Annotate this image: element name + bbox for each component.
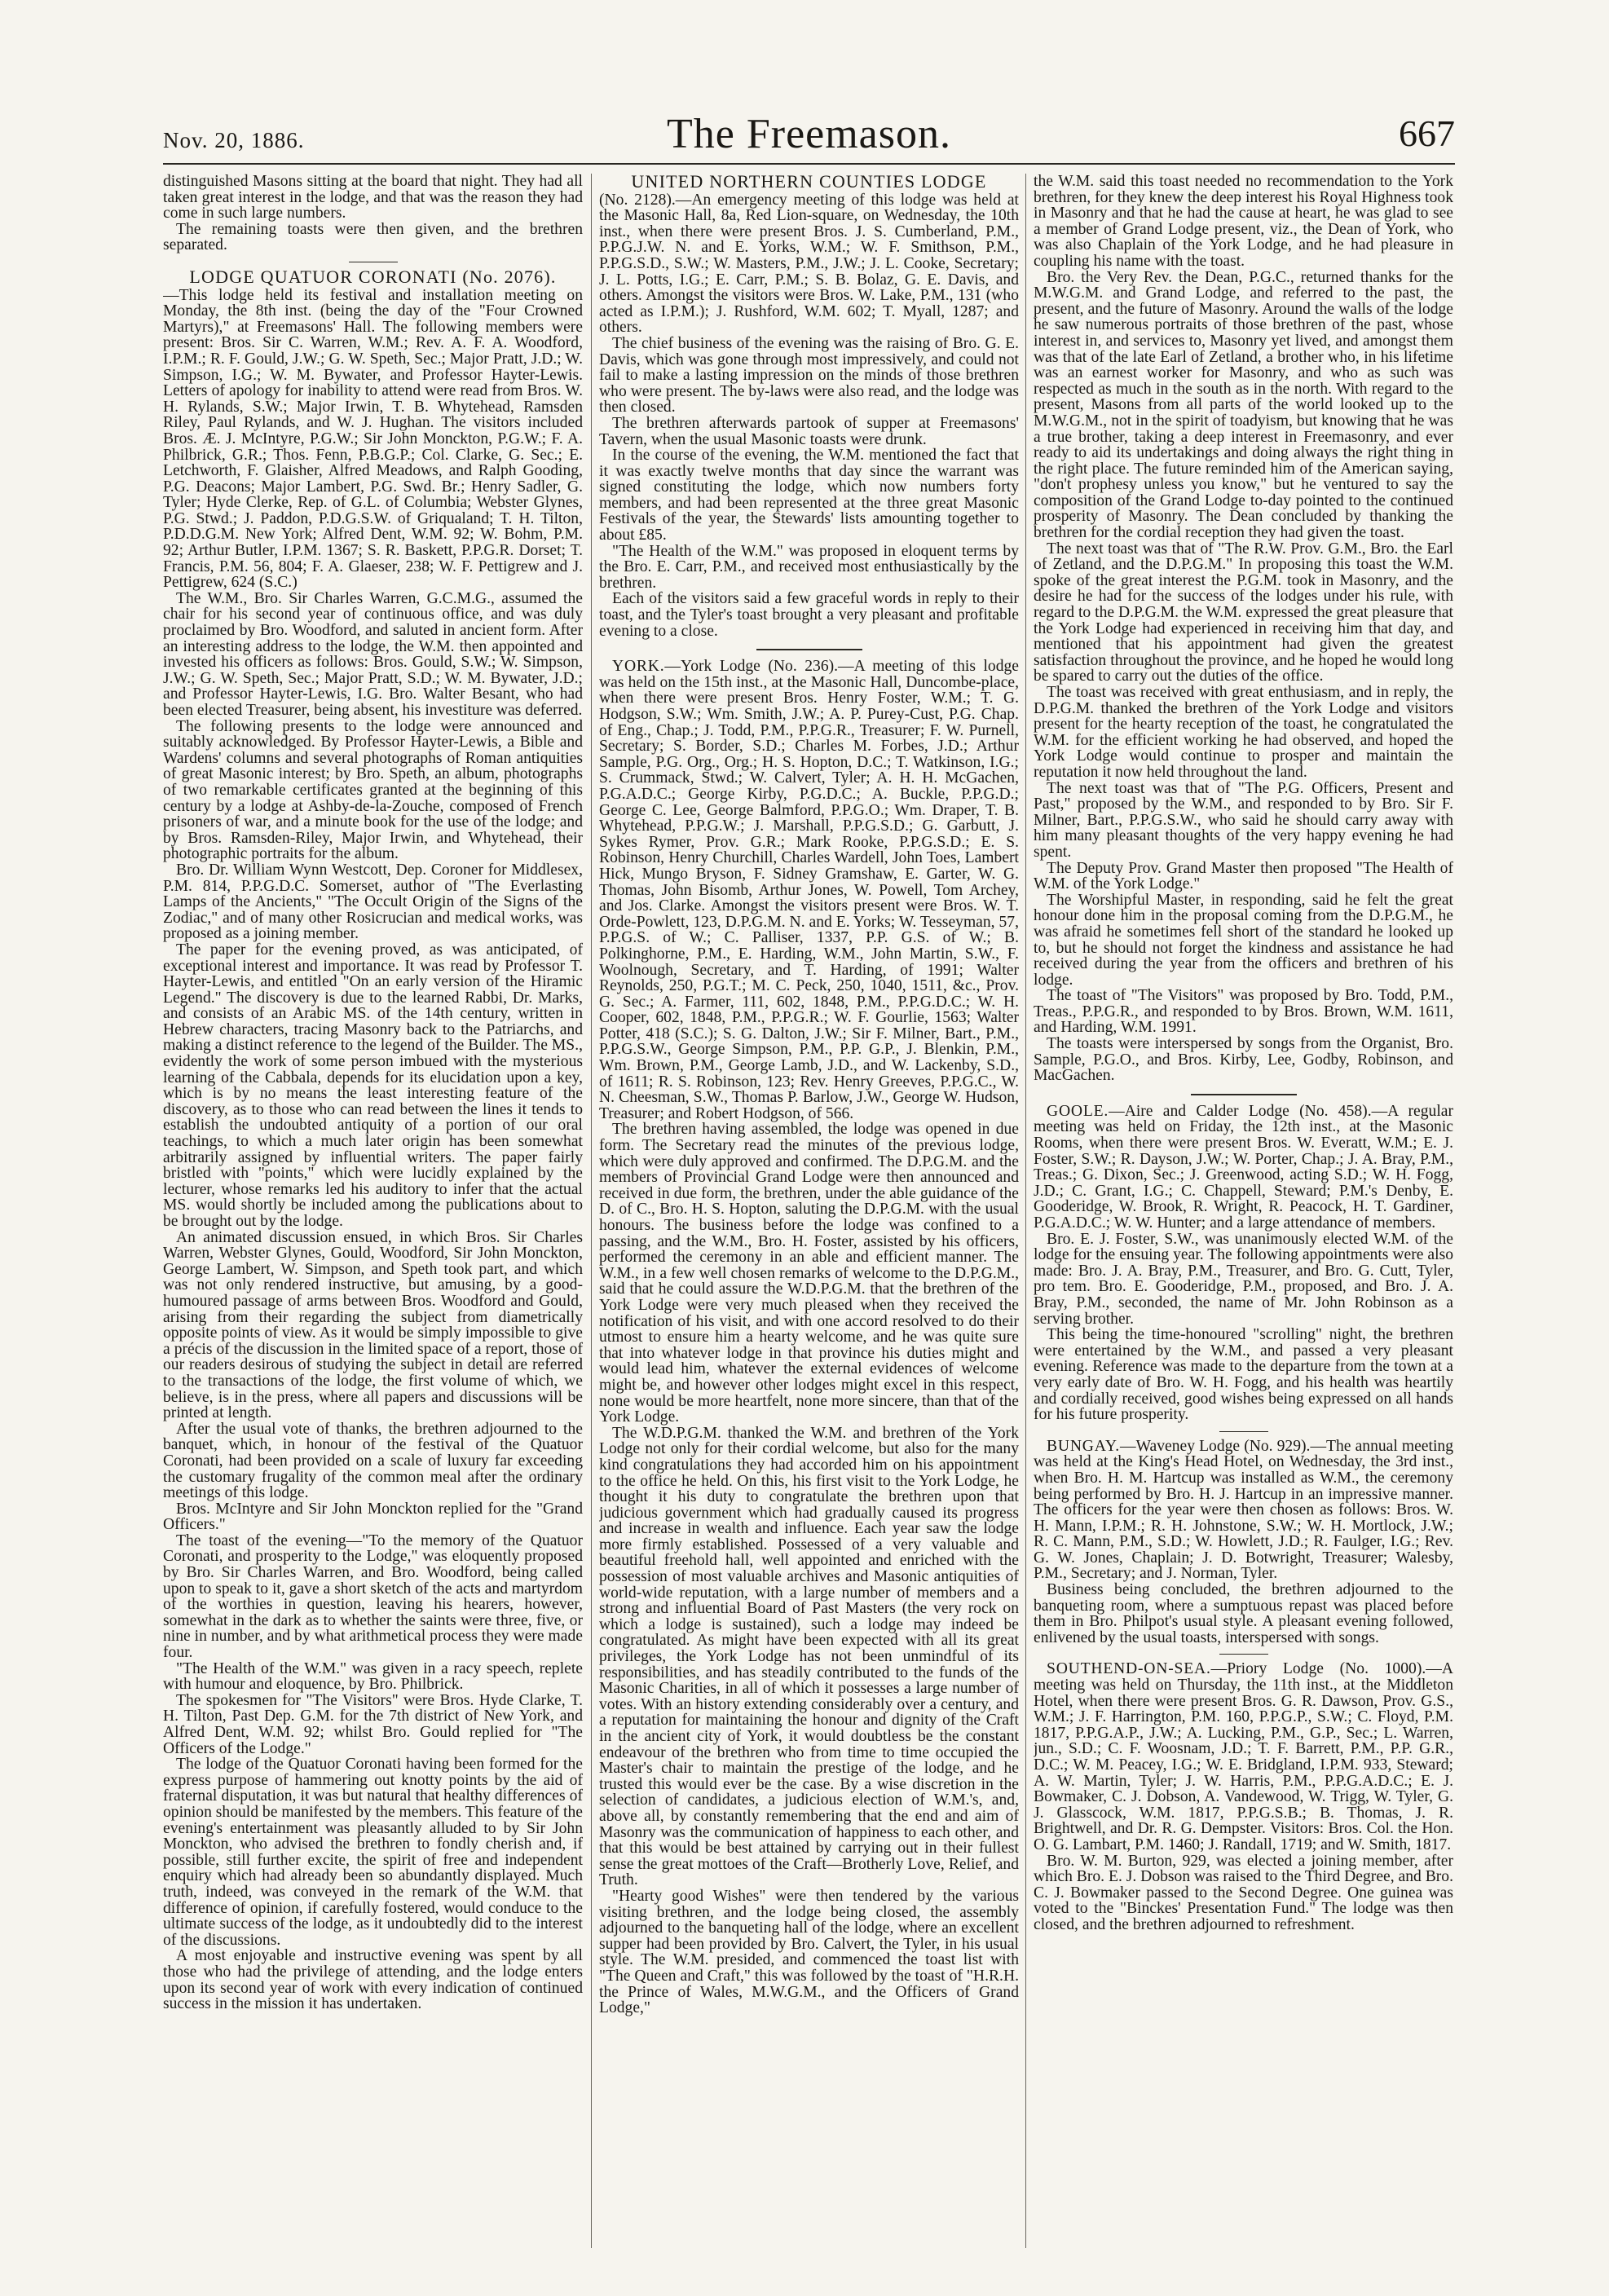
article-lead-bungay: BUNGAY. [1047,1437,1120,1455]
paragraph: —York Lodge (No. 236).—A meeting of this lodge was held on the 15th inst., at the Masonic Hall, Duncombe-place, when there were present Bros. Henry Foster, W.M.; T. G. Hodgson, S.W.; Wm. Smith, J.W.; A. P. Purey-Cust, P.G. Chap. of Eng., Chap.; J. Todd, P.M., P.P.G.R., Treasurer; F. W. Purnell, Secretary; S. Border, S.D.; Charles M. Forbes, J.D.; Arthur Sample, P.G. Org., Org.; H. S. Hopton, D.C.; T. Watkinson, I.G.; S. Crummack, Stwd.; W. Calvert, Tyler; A. H. H. McGachen, P.G.A.D.C.; George Kirby, P.G.D.C.; A. Buckle, P.P.G.D.; George C. Lee, George Balmford, P.P.G.O.; Wm. Draper, T. B. Whytehead, P.P.G.W.; J. Marshall, P.P.G.S.D.; G. Garbutt, J. Sykes Rymer, Prov. G.R.; Mark Rooke, P.P.G.S.D.; E. S. Robinson, Henry Churchill, Charles Wardell, John Toes, Lambert Hick, Mungo Bryson, F. Sidney Gramshaw, E. Garter, W. G. Thomas, John Bisomb, Arthur Jones, W. Powell, Tom Archey, and Jos. Clarke. Amongst the visitors present were Bros. W. T. Orde-Powlett, 123, D.P.G.M. N. and E. Yorks; W. Tesseyman, 57, P.P.G.S. of W.; C. Palliser, 1337, P.P. G.S. of W.; B. Polkinghorne, P.M., E. Harding, W.M., John Martin, S.W., F. Woolnough, Secretary, and T. Harding, of 1991; Walter Reynolds, 250, P.G.T.; M. C. Peck, 250, 1040, 1511, &c., Prov. G. Sec.; A. Farmer, 111, 602, 1848, P.M., P.P.G.D.C.; W. H. Cooper, 602, 1848, P.M., P.P.G.R.; W. F. Gourlie, 1563; Walter Potter, 418 (S.C.); S. G. Dalton, J.W.; Sir F. Milner, Bart., P.M., P.P.G.S.W., George Simpson, P.M., P.P. G.P., J. Blenkin, P.M., Wm. Brown, P.M., George Lamb, J.D., and W. Lackenby, S.D., of 1611; R. S. Robinson, 123; Rev. Henry Greeves, P.P.G.C., W. N. Cheesman, S.W., Thomas P. Barlow, J.W., George W. Hudson, Treasurer; and Robert Hodgson, of 566. [599,658,1019,1122]
paragraph: The lodge of the Quatuor Coronati having been formed for the express purpose of hammering out knotty points by the aid of fraternal disputation, it was but natural that healthy differences of opinion should be manifested by the members. This feature of the evening's entertainment was pleasantly alluded to by Sir John Monckton, who advised the brethren to fondly cherish and, if possible, still further excite, the spirit of free and independent enquiry which had already been so abundantly displayed. Much truth, indeed, was conveyed in the remark of the W.M. that difference of opinion, if carefully fostered, would conduce to the ultimate success of the lodge, as it undoubtedly did to the interest of the discussions. [163,1756,583,1949]
paragraph: Bro. the Very Rev. the Dean, P.G.C., returned thanks for the M.W.G.M. and Grand Lodge, and referred to the past, the present, and the future of Masonry. Around the walls of the lodge he saw numerous portraits of those brethren of the past, whose interest in, and services to, Masonry yet lived, and amongst them was that of the late Earl of Zetland, a brother who, in his lifetime was an earnest worker for Masonry, and who as such was respected as much in the south as in the north. With regard to the present, Masons from all parts of the world looked up to the M.W.G.M., not in the spirit of toadyism, but knowing that he was a true brother, taking a deep interest in Freemasonry, and ever ready to aid its undertakings and doing always the right thing in the right place. The future reminded him of the American saying, "don't prophesy unless you know," but he ventured to say the composition of the Grand Lodge to-day pointed to the continued prosperity of Masonry. The Dean concluded by thanking the brethren for the cordial reception they had given the toast. [1034,268,1453,542]
paragraph: The toast of "The Visitors" was proposed by Bro. Todd, P.M., Treas., P.P.G.R., and responded to by Bros. Brown, W.M. 1611, and Harding, W.M. 1991. [1034,987,1453,1037]
paragraph: —Waveney Lodge (No. 929).—The annual meeting was held at the King's Head Hotel, on Wednesday, the 3rd inst., when Bro. H. M. Hartcup was installed as W.M., the ceremony being performed by Bro. H. J. Hartcup in an impressive manner. The officers for the year were then chosen as follows: Bros. W. H. Mann, I.P.M.; R. H. Johnstone, S.W.; W. H. Mortlock, J.W.; R. C. Mann, P.M., S.D.; W. Howlett, J.D.; R. Faulger, I.G.; Rev. G. W. Jones, Chaplain; J. D. Botwright, Treasurer; Walesby, P.M., Secretary; and J. Norman, Tyler. [1034,1437,1453,1583]
separator-rule [1219,1431,1268,1432]
paragraph: The brethren afterwards partook of supper at Freemasons' Tavern, when the usual Masonic toasts were drunk. [599,414,1019,448]
paragraph: the W.M. said this toast needed no recommendation to the York brethren, for they knew the deep interest his Royal Highness took in Masonry and that he had the cause at heart, he was glad to see a member of Grand Lodge present, viz., the Dean of York, who was also Chaplain of the York Lodge, and he had pleasure in coupling his name with the toast. [1034,174,1453,270]
paragraph: The toast of the evening—"To the memory of the Quatuor Coronati, and prosperity to the Lodge," was eloquently proposed by Bro. Sir Charles Warren, and Bro. Woodford, being called upon to speak to it, gave a short sketch of the acts and martyrdom of the worthies in question, leaving his hearers, however, somewhat in the dark as to whether the saints were three, five, or nine in number, and by what arithmetical process they were made four. [163,1531,583,1662]
paragraph: The paper for the evening proved, as was anticipated, of exceptional interest and importance. It was read by Professor T. Hayter-Lewis, and entitled "On an early version of the Hiramic Legend." The discovery is due to the learned Rabbi, Dr. Marks, and consists of an Arabic MS. of the 14th century, written in Hebrew characters, tracing Masonry back to the Patriarchs, and making a distinct reference to the legend of the Builder. The MS., evidently the work of some person imbued with the mysterious learning of the Cabbala, depends for its elucidation upon a key, which is by no means the least interesting feature of the discovery, as to those who can read between the lines it tends to establish the undoubted antiquity of a portion of our oral teachings, to which a much later origin has been somewhat arbitrarily assigned by influential writers. The paper fairly bristled with "points," which were lucidly explained by the lecturer, whose remarks led his auditory to infer that the actual MS. would shortly be included among the publications about to be brought out by the lodge. [163,941,583,1230]
page-header [163,110,1455,161]
paragraph: Bro. W. M. Burton, 929, was elected a joining member, after which Bro. E. J. Dobson was raised to the Third Degree, and Bro. C. J. Bowmaker passed to the Second Degree. One guinea was voted to the "Binckes' Presentation Fund." The lodge was then closed, and the brethren adjourned to refreshment. [1034,1852,1453,1933]
paragraph: The Deputy Prov. Grand Master then proposed "The Health of W.M. of the York Lodge." [1034,859,1453,893]
article-heading-quatuor-coronati: LODGE QUATUOR CORONATI (No. 2076). [189,266,557,287]
column-2 [599,174,1019,2248]
paragraph: The chief business of the evening was the raising of Bro. G. E. Davis, which was gone through most impressively, and could not fail to make a lasting impression on the minds of those brethren who were present. The by-laws were also read, and the lodge was then closed. [599,334,1019,416]
paragraph: In the course of the evening, the W.M. mentioned the fact that it was exactly twelve months that day since the warrant was signed constituting the lodge, which now numbers forty members, and had been represented at the three great Masonic Festivals of the year, the Stewards' lists amounting together to about £85. [599,447,1019,544]
paragraph: The following presents to the lodge were announced and suitably acknowledged. By Professor Hayter-Lewis, a Bible and Wardens' columns and several photographs of Roman antiquities of great Masonic interest; by Bro. Speth, an album, photographs of two remarkable certificates granted at the beginning of this century by a lodge at Ashby-de-la-Zouche, composed of French prisoners of war, and a minute book for the use of the lodge; and by Bros. Ramsden-Riley, Major Irwin, and Whytehead, their photographic portraits for the album. [163,717,583,863]
column-rule [591,174,592,2248]
paragraph: distinguished Masons sitting at the board that night. They had all taken great interest in the lodge, and that was the reason they had come in such large numbers. [163,174,583,223]
article-lead-southend: SOUTHEND-ON-SEA. [1047,1660,1211,1678]
paragraph: The remaining toasts were then given, and the brethren separated. [163,220,583,254]
paragraph: (No. 2128).—An emergency meeting of this lodge was held at the Masonic Hall, 8a, Red Lion-square, on Wednesday, the 10th inst., when there were present Bros. J. S. Cumberland, P.M., P.P.G.J.W. N. and E. Yorks, W.M.; W. F. Smithson, P.M., P.P.G.S.D., S.W.; W. Masters, P.M., J.W.; J. L. Cooke, Secretary; J. L. Potts, I.G.; E. Carr, P.M.; S. B. Bolaz, G. E. Davis, and others. Amongst the visitors were Bros. W. Lake, P.M., 131 (who acted as I.P.M.); J. Rushford, W.M. 602; T. Myall, 1287; and others. [599,191,1019,337]
paragraph: —This lodge held its festival and installation meeting on Monday, the 8th inst. (being the day of the "Four Crowned Martyrs)," at Freemasons' Hall. The following members were present: Bros. Sir C. Warren, W.M.; Rev. A. F. A. Woodford, I.P.M.; R. F. Gould, J.W.; G. W. Speth, Sec.; Major Pratt, J.D.; W. Simpson, I.G.; W. M. Bywater, and Professor Hayter-Lewis. Letters of apology for inability to attend were read from Bros. W. H. Rylands, S.W.; Major Irwin, T. B. Whytehead, Ramsden Riley, Paul Rylands, and W. J. Hughan. The visitors included Bros. Æ. J. McIntyre, P.G.W.; Sir John Monckton, P.G.W.; F. A. Philbrick, G.R.; Thos. Fenn, P.B.G.P.; Col. Clarke, G. Sec.; E. Letchworth, F. Glaisher, Alfred Meadows, and Ralph Gooding, P.G. Deacons; Major Lambert, P.G. Swd. Br.; Henry Sadler, G. Tyler; Hyde Clerke, Rep. of G.L. of Columbia; Webster Glynes, P.G. Stwd.; J. Paddon, P.D.G.S.W. of Griqualand; T. H. Tilton, P.D.D.G.M. New York; Alfred Dent, W.M. 92; W. Bohm, P.M. 92; Arthur Butler, I.P.M. 1367; S. R. Baskett, P.P.G.R. Dorset; T. Francis, P.M. 56, 804; F. A. Glaeser, 238; W. F. Pettigrew and J. Pettigrew, 624 (S.C.) [163,286,583,592]
page-number: 667 [1399,112,1455,154]
paragraph: An animated discussion ensued, in which Bros. Sir Charles Warren, Webster Glynes, Gould, Woodford, Sir John Monckton, George Lambert, W. Simpson, and Speth took part, and which was not only rendered instructive, but amusing, by a good-humoured passage of arms between Bros. Woodford and Gould, arising from their regarding the subject from diametrically opposite points of view. As it would be simply impossible to give a précis of the discussion in the limited space of a report, those of our readers desirous of studying the subject in detail are referred to the transactions of the lodge, the first volume of which, we believe, is in the press, where all papers and discussions will be printed at length. [163,1228,583,1422]
paragraph: The spokesmen for "The Visitors" were Bros. Hyde Clarke, T. H. Tilton, Past Dep. G.M. for the 7th district of New York, and Alfred Dent, W.M. 92; whilst Bro. Gould replied for "The Officers of the Lodge." [163,1691,583,1757]
paragraph: The Worshipful Master, in responding, said he felt the great honour done him in the proposal coming from the D.P.G.M., he was afraid he sometimes fell short of the standard he looked up to, but he should not forget the kindness and assistance he had received during the year from the officers and brethren of his lodge. [1034,891,1453,989]
separator-rule [1219,1654,1268,1655]
paragraph: "The Health of the W.M." was proposed in eloquent terms by the Bro. E. Carr, P.M., and received most enthusiastically by the brethren. [599,542,1019,592]
article-lead-goole: GOOLE. [1047,1102,1109,1120]
paragraph: A most enjoyable and instructive evening was spent by all those who had the privilege of attending, and the lodge enters upon its second year of work with every indication of continued success in the mission it has undertaken. [163,1947,583,2013]
paragraph: —Priory Lodge (No. 1000).—A meeting was held on Thursday, the 11th inst., at the Middleton Hotel, when there were present Bros. G. R. Dawson, Prov. G.S., W.M.; J. F. Harrington, P.M. 160, P.P.G.P., S.W.; C. Floyd, P.M. 1817, P.P.G.A.P., J.W.; A. Lucking, P.M., G.P., Sec.; L. Warren, jun., S.D.; C. F. Woosnam, J.D.; T. F. Barrett, P.M., P.P. G.R., D.C.; W. M. Peacey, I.G.; W. E. Bridgland, I.P.M. 933, Steward; A. W. Martin, Tyler; J. W. Harris, P.M., P.P.G.A.D.C.; E. J. Bowmaker, C. J. Dobson, A. Vandewood, W. Trigg, W. Tyler, G. J. Glasscock, W.M. 1817, P.P.G.S.B.; B. Thomas, J. R. Brightwell, and Dr. R. G. Dempster. Visitors: Bros. Col. the Hon. O. G. Lambart, P.M. 1460; J. Randall, 1719; and W. Smith, 1817. [1034,1660,1453,1853]
paragraph: After the usual vote of thanks, the brethren adjourned to the banquet, which, in honour of the festival of the Quatuor Coronati, had been provided on a scale of luxury far exceeding the customary frugality of the common meal after the ordinary meetings of this lodge. [163,1420,583,1502]
paragraph: The brethren having assembled, the lodge was opened in due form. The Secretary read the minutes of the previous lodge, which were duly approved and confirmed. The D.P.G.M. and the members of Provincial Grand Lodge were then announced and received in due form, the brethren, under the able guidance of the D. of C., Bro. H. S. Hopton, saluting the D.P.G.M. with the usual honours. The business before the lodge was confined to a passing, and the W.M., Bro. H. Foster, assisted by his officers, performed the ceremony in an able and efficient manner. The W.M., in a few well chosen remarks of welcome to the D.P.G.M., said that he could assure the W.D.P.G.M. that the brethren of the York Lodge were very much pleased when they received the notification of his visit, and with one accord resolved to do their utmost to ensure him a hearty welcome, and he was quite sure that into whatever lodge in that province his duties might and would lead him, whatever the external evidences of welcome might be, and however other lodges might excel in this respect, none would be more heartfelt, none more sincere, than that of the York Lodge. [599,1121,1019,1426]
masthead-title: The Freemason. [666,111,951,157]
header-rule [163,163,1455,165]
paragraph: The W.D.P.G.M. thanked the W.M. and brethren of the York Lodge not only for their cordial welcome, but also for the many kind congratulations they had accorded him on his appointment to the office he held. On this, his first visit to the York Lodge, he thought it his duty to congratulate the brethren upon that judicious government which had gradually caused its progress and increase in wealth and influence. Each year saw the lodge more firmly established. Possessed of a very valuable and beautiful freehold hall, well appointed and enriched with the possession of most valuable archives and Masonic antiquities of world-wide reputation, with a large number of members and a strong and influential Board of Past Masters (the very rock on which a lodge is sustained), such a lodge may indeed be congratulated. As might have been expected with all its great privileges, the York Lodge has not been unmindful of its responsibilities, and has steadily contributed to the funds of the Masonic Charities, in all of which it possesses a large number of votes. With an history extending considerably over a century, and a reputation for maintaining the honour and dignity of the Craft in the ancient city of York, it would doubtless be the constant endeavour of the brethren who from time to time occupied the Master's chair to maintain the prestige of the lodge, and he trusted this would ever be the case. By a wise discretion in the selection of candidates, a judicious election of W.M.'s, and, above all, by constantly remembering that the end and aim of Masonry was the communication of happiness to each other, and that this would be best attained by carrying out in their fullest sense the great mottoes of the Craft—Brotherly Love, Relief, and Truth. [599,1424,1019,1889]
issue-date: Nov. 20, 1886. [163,128,305,152]
article-lead-york: YORK. [612,658,665,676]
paragraph: Bro. Dr. William Wynn Westcott, Dep. Coroner for Middlesex, P.M. 814, P.P.G.D.C. Somerset, author of "The Everlasting Lamps of the Ancients," "The Occult Origin of the Signs of the Zodiac," and of many other Rosicrucian and medical works, was proposed as a joining member. [163,861,583,943]
paragraph: "Hearty good Wishes" were then tendered by the various visiting brethren, and the lodge being closed, the assembly adjourned to the banqueting hall of the lodge, where an excellent supper had been provided by Bro. Calvert, the Tyler, in his usual style. The W.M. presided, and commenced the toast list with "The Queen and Craft," this was followed by the toast of "H.R.H. the Prince of Wales, M.W.G.M., and the Officers of Grand Lodge," [599,1887,1019,2017]
article-heading-united-northern-counties: UNITED NORTHERN COUNTIES LODGE [631,174,987,192]
paragraph: Each of the visitors said a few graceful words in reply to their toast, and the Tyler's toast brought a very pleasant and profitable evening to a close. [599,590,1019,640]
paragraph: This being the time-honoured "scrolling" night, the brethren were entertained by the W.M., and passed a very pleasant evening. Reference was made to the departure from the town at a very early date of Bro. W. H. Fogg, and his health was heartily and cordially received, good wishes being expressed on all hands for his future prosperity. [1034,1326,1453,1424]
paragraph: "The Health of the W.M." was given in a racy speech, replete with humour and eloquence, by Bro. Philbrick. [163,1659,583,1694]
paragraph: The next toast was that of "The P.G. Officers, Present and Past," proposed by the W.M., and responded to by Bro. Sir F. Milner, Bart., P.P.G.S.W., who said he should carry away with him many pleasant thoughts of the very happy evening he had spent. [1034,779,1453,861]
paragraph: Business being concluded, the brethren adjourned to the banqueting room, where a sumptuous repast was placed before them in Bro. Philpot's usual style. A pleasant evening followed, enlivened by the usual toasts, interspersed with songs. [1034,1581,1453,1646]
separator-rule [756,649,862,650]
paragraph: The W.M., Bro. Sir Charles Warren, G.C.M.G., assumed the chair for his second year of continuous office, and was duly proclaimed by Bro. Woodford, and saluted in ancient form. After an interesting address to the lodge, the W.M. then appointed and invested his officers as follows: Bros. Gould, S.W.; W. Simpson, J.W.; G. W. Speth, Sec.; Major Pratt, S.D.; W. M. Bywater, J.D.; and Professor Hayter-Lewis, I.G. Bro. Walter Besant, who had been elected Treasurer, being absent, his investiture was deferred. [163,589,583,719]
column-3 [1034,174,1453,2248]
paragraph: —Aire and Calder Lodge (No. 458).—A regular meeting was held on Friday, the 12th inst., at the Masonic Rooms, when there were present Bros. W. Everatt, W.M.; E. J. Foster, S.W.; R. Dayson, J.W.; W. Porter, Chap.; J. A. Bray, P.M., Treas.; G. Dixon, Sec.; J. Greenwood, acting S.D.; W. H. Fogg, J.D.; C. Grant, I.G.; C. Chappell, Steward; P.M.'s Denby, E. Gooderidge, W. Brook, R. Wright, R. Peacock, H. T. Gardiner, P.G.A.D.C.; W. W. Hunter; and a large attendance of members. [1034,1102,1453,1232]
paragraph: The toasts were interspersed by songs from the Organist, Bro. Sample, P.G.O., and Bros. Kirby, Lee, Godby, Robinson, and MacGachen. [1034,1035,1453,1085]
paragraph: The toast was received with great enthusiasm, and in reply, the D.P.G.M. thanked the brethren of the York Lodge and visitors present for the hearty reception of the toast, he congratulated the W.M. for the efficient working he had observed, and hoped the York Lodge would continue to prosper and maintain the reputation it now held throughout the land. [1034,684,1453,781]
column-1 [163,174,583,2248]
paragraph: Bro. E. J. Foster, S.W., was unanimously elected W.M. of the lodge for the ensuing year. The following appointments were also made: Bro. J. A. Bray, P.M., Treasurer, and Bro. G. Cutt, Tyler, pro tem. Bro. E. Gooderidge, P.M., proposed, and Bro. J. A. Bray, P.M., seconded, the name of Mr. John Robinson as a serving brother. [1034,1230,1453,1328]
paragraph: The next toast was that of "The R.W. Prov. G.M., Bro. the Earl of Zetland, and the D.P.G.M." In proposing this toast the W.M. spoke of the great interest the P.G.M. took in Masonry, and the desire he had for the success of the lodges under his rule, with regard to the D.P.G.M. the W.M. expressed the great pleasure that the York Lodge had experienced in receiving him that day, and mentioned that his appointment had given the greatest satisfaction throughout the province, and he hoped he would long be spared to carry out the duties of the office. [1034,540,1453,685]
separator-rule [1191,1094,1297,1095]
column-rule [1025,174,1026,2248]
paragraph: Bros. McIntyre and Sir John Monckton replied for the "Grand Officers." [163,1500,583,1534]
